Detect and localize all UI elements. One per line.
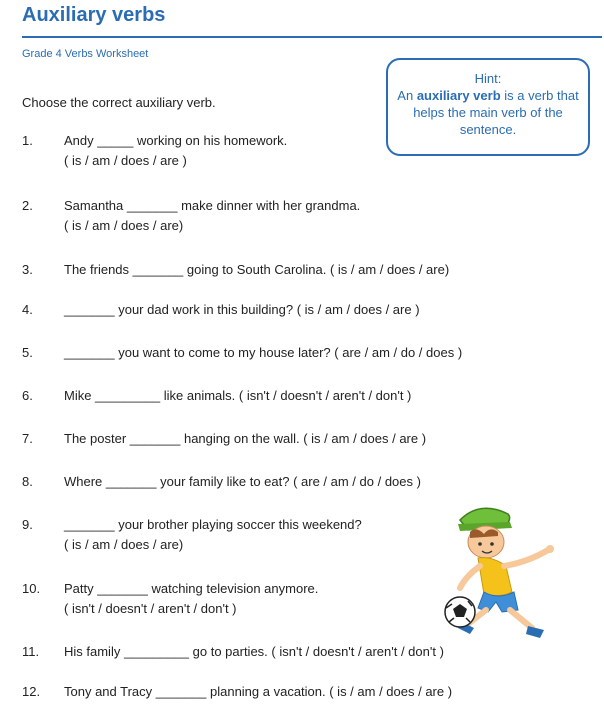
question-text: Where _______ your family like to eat? ( are / am / do / does ) [64, 474, 421, 489]
question-number: 10. [22, 581, 41, 596]
question-number: 9. [22, 517, 33, 532]
question-number: 11. [22, 644, 40, 659]
question-text: Samantha _______ make dinner with her grandma. [64, 198, 361, 213]
question-number: 6. [22, 388, 33, 403]
question-number: 3. [22, 262, 33, 277]
question-options: ( is / am / does / are) [64, 218, 184, 233]
worksheet-subtitle: Grade 4 Verbs Worksheet [22, 48, 149, 60]
hint-text-before: An [397, 88, 414, 103]
question-text: _______ your dad work in this building? ( is / am / does / are ) [64, 302, 420, 317]
hint-label: Hint: [474, 71, 502, 86]
question-options: ( isn't / doesn't / aren't / don't ) [64, 601, 237, 616]
question-text: The friends _______ going to South Carolina. ( is / am / does / are) [64, 262, 450, 277]
question-text: Patty _______ watching television anymore. [64, 581, 319, 596]
question-text: The poster _______ hanging on the wall. ( is / am / does / are ) [64, 431, 427, 446]
title-divider [22, 36, 602, 38]
question-number: 1. [22, 133, 33, 148]
hint-box [386, 58, 590, 156]
question-text: _______ you want to come to my house later? ( are / am / do / does ) [64, 345, 463, 360]
hint-text [388, 87, 588, 138]
question-number: 2. [22, 198, 33, 213]
hint-text-after: is a verb that helps the main verb of the sentence. [413, 88, 579, 137]
question-number: 7. [22, 431, 33, 446]
boy-soccer-player-icon [440, 500, 575, 645]
question-text: Mike _________ like animals. ( isn't / doesn't / aren't / don't ) [64, 388, 412, 403]
worksheet-title: Auxiliary verbs [22, 4, 166, 26]
question-number: 8. [22, 474, 33, 489]
question-options: ( is / am / does / are ) [64, 153, 187, 168]
question-text: Tony and Tracy _______ planning a vacation. ( is / am / does / are ) [64, 684, 453, 699]
hint-term: auxiliary verb [416, 88, 501, 103]
instructions: Choose the correct auxiliary verb. [22, 95, 216, 110]
question-text: His family _________ go to parties. ( isn't / doesn't / aren't / don't ) [64, 644, 444, 659]
question-number: 12. [22, 684, 41, 699]
question-number: 5. [22, 345, 33, 360]
question-number: 4. [22, 302, 33, 317]
question-text: Andy _____ working on his homework. [64, 133, 288, 148]
question-options: ( is / am / does / are) [64, 537, 184, 552]
question-text: _______ your brother playing soccer this weekend? [64, 517, 362, 532]
